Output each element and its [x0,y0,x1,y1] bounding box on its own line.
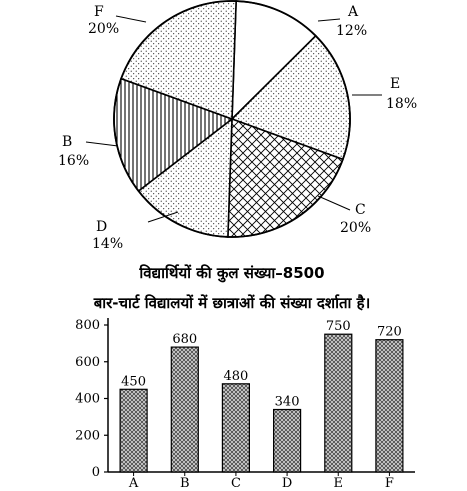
pie-label-D: D [96,219,108,235]
pie-label-E: E [390,76,401,92]
pie-label-C: C [355,202,366,218]
x-tick-label-E: E [333,476,343,491]
x-tick-label-C: C [230,476,241,491]
pie-value-label-A: 12% [336,23,368,39]
bar-B [171,347,198,472]
x-tick-label-F: F [384,476,394,491]
y-tick-label-400: 400 [75,391,100,407]
pie-value-label-D: 14% [92,236,124,252]
bar-value-label-F: 720 [377,324,402,340]
pie-value-label-E: 18% [386,96,418,112]
pie-leader-B [86,142,118,146]
bar-E [325,334,352,472]
y-tick-label-0: 0 [91,465,100,480]
bar-chart [75,318,415,491]
pie-value-label-B: 16% [58,153,90,169]
bar-value-label-A: 450 [121,374,146,390]
pie-leader-C [318,196,350,210]
pie-chart [58,1,417,252]
pie-value-label-F: 20% [88,21,120,37]
pie-value-label-C: 20% [340,220,372,236]
pie-leader-A [318,19,340,21]
bar-value-label-D: 340 [274,394,300,410]
y-tick-label-800: 800 [75,318,100,333]
x-tick-label-B: B [179,476,190,491]
bar-D [274,410,301,473]
pie-label-B: B [62,134,73,150]
pie-label-A: A [348,4,359,20]
bar-F [376,340,403,472]
bar-A [120,389,147,472]
bar-value-label-C: 480 [223,368,249,384]
bar-chart-title: बार-चार्ट विद्यालयों में छात्राओं की संख्या दर्शाता है। [93,294,371,312]
pie-leader-F [116,16,146,22]
bar-C [222,384,249,472]
bar-value-label-B: 680 [172,332,198,348]
x-tick-label-A: A [128,476,139,491]
x-tick-label-D: D [281,476,293,491]
bar-value-label-E: 750 [325,319,351,335]
pie-label-F: F [94,4,104,20]
y-tick-label-600: 600 [75,354,100,370]
pie-total-note: विद्यार्थियों की कुल संख्या–8500 [139,264,325,282]
y-tick-label-200: 200 [75,428,100,444]
